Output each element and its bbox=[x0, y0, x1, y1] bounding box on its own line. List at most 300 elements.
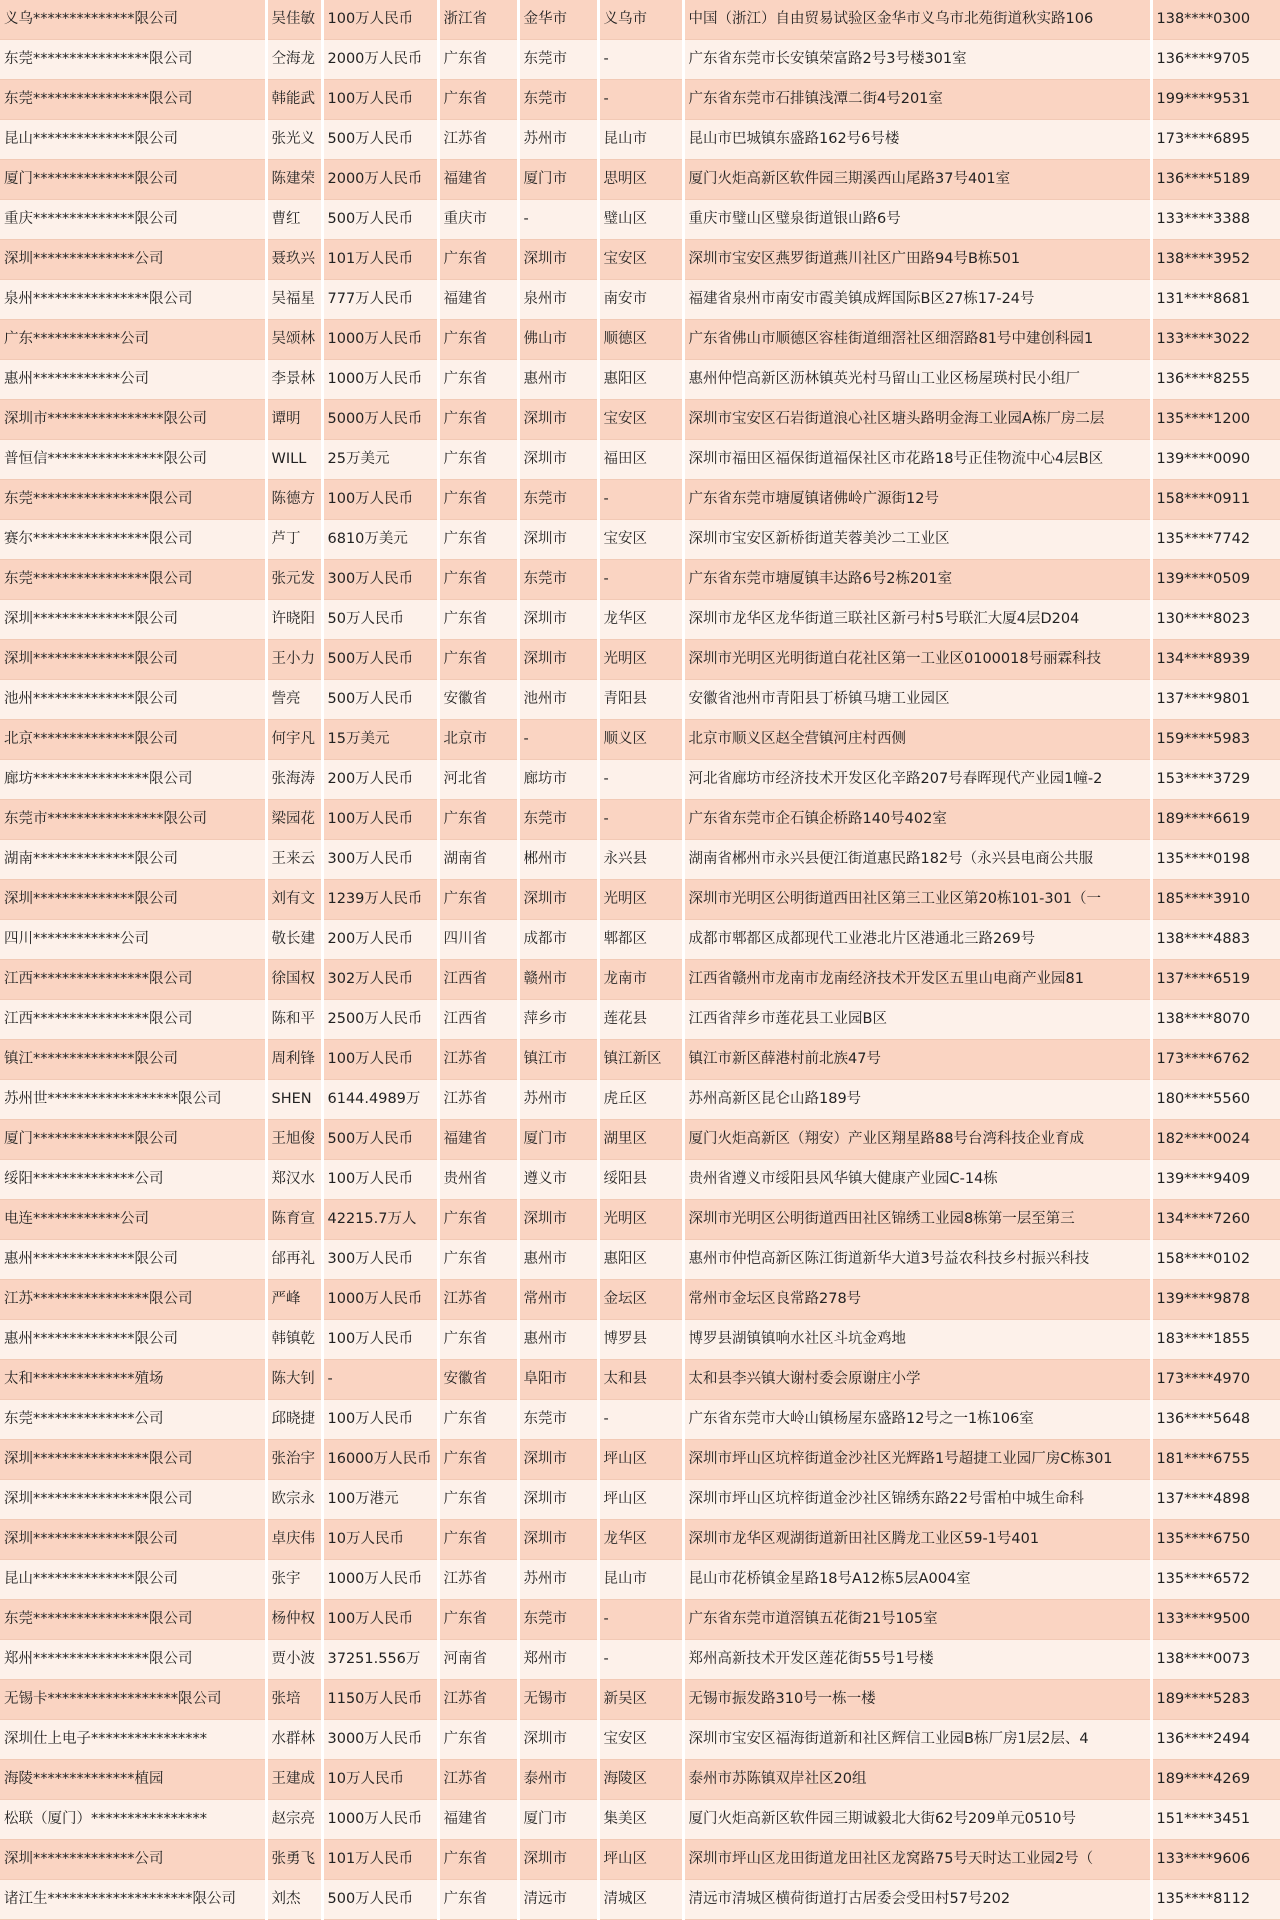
phone-cell: 173****6895 bbox=[1151, 120, 1280, 160]
city-cell: 郑州市 bbox=[518, 1640, 598, 1680]
capital-cell: 3000万人民币 bbox=[322, 1720, 438, 1760]
company-name-cell: 义乌**************限公司 bbox=[0, 0, 266, 40]
phone-cell: 139****0509 bbox=[1151, 560, 1280, 600]
phone-cell: 173****6762 bbox=[1151, 1040, 1280, 1080]
district-cell: 惠阳区 bbox=[598, 360, 683, 400]
legal-rep-cell: 曹红 bbox=[266, 200, 322, 240]
company-name-cell: 深圳**************限公司 bbox=[0, 1520, 266, 1560]
province-cell: 广东省 bbox=[438, 560, 518, 600]
address-cell: 广东省佛山市顺德区容桂街道细滘社区细滘路81号中建创科园1 bbox=[683, 320, 1151, 360]
company-name-cell: 重庆**************限公司 bbox=[0, 200, 266, 240]
capital-cell: 101万人民币 bbox=[322, 1840, 438, 1880]
legal-rep-cell: 徐国权 bbox=[266, 960, 322, 1000]
table-row bbox=[0, 1000, 1280, 1040]
capital-cell: 500万人民币 bbox=[322, 200, 438, 240]
company-name-cell: 东莞****************限公司 bbox=[0, 80, 266, 120]
table-row bbox=[0, 1040, 1280, 1080]
city-cell: 苏州市 bbox=[518, 1560, 598, 1600]
capital-cell: 1150万人民币 bbox=[322, 1680, 438, 1720]
phone-cell: 136****5648 bbox=[1151, 1400, 1280, 1440]
address-cell: 深圳市坪山区坑梓街道金沙社区光辉路1号超捷工业园厂房C栋301 bbox=[683, 1440, 1151, 1480]
city-cell: 东莞市 bbox=[518, 560, 598, 600]
city-cell: 赣州市 bbox=[518, 960, 598, 1000]
legal-rep-cell: 王小力 bbox=[266, 640, 322, 680]
phone-cell: 138****0300 bbox=[1151, 0, 1280, 40]
city-cell: 东莞市 bbox=[518, 800, 598, 840]
legal-rep-cell: 张光义 bbox=[266, 120, 322, 160]
phone-cell: 181****6755 bbox=[1151, 1440, 1280, 1480]
city-cell: 深圳市 bbox=[518, 880, 598, 920]
legal-rep-cell: 芦丁 bbox=[266, 520, 322, 560]
province-cell: 贵州省 bbox=[438, 1160, 518, 1200]
company-name-cell: 无锡卡******************限公司 bbox=[0, 1680, 266, 1720]
district-cell: - bbox=[598, 1600, 683, 1640]
company-name-cell: 江西****************限公司 bbox=[0, 960, 266, 1000]
province-cell: 安徽省 bbox=[438, 1360, 518, 1400]
phone-cell: 135****0198 bbox=[1151, 840, 1280, 880]
phone-cell: 136****9705 bbox=[1151, 40, 1280, 80]
city-cell: 池州市 bbox=[518, 680, 598, 720]
table-row bbox=[0, 1080, 1280, 1120]
company-name-cell: 深圳**************限公司 bbox=[0, 640, 266, 680]
company-name-cell: 廊坊****************限公司 bbox=[0, 760, 266, 800]
address-cell: 福建省泉州市南安市霞美镇成辉国际B区27栋17-24号 bbox=[683, 280, 1151, 320]
table-row bbox=[0, 920, 1280, 960]
phone-cell: 199****9531 bbox=[1151, 80, 1280, 120]
phone-cell: 180****5560 bbox=[1151, 1080, 1280, 1120]
phone-cell: 135****8112 bbox=[1151, 1880, 1280, 1920]
table-row bbox=[0, 800, 1280, 840]
capital-cell: 100万人民币 bbox=[322, 80, 438, 120]
phone-cell: 131****8681 bbox=[1151, 280, 1280, 320]
address-cell: 清远市清城区横荷街道打古居委会受田村57号202 bbox=[683, 1880, 1151, 1920]
province-cell: 广东省 bbox=[438, 40, 518, 80]
province-cell: 广东省 bbox=[438, 440, 518, 480]
company-name-cell: 东莞****************限公司 bbox=[0, 1600, 266, 1640]
phone-cell: 137****9801 bbox=[1151, 680, 1280, 720]
legal-rep-cell: 张治宇 bbox=[266, 1440, 322, 1480]
province-cell: 浙江省 bbox=[438, 0, 518, 40]
table-row bbox=[0, 400, 1280, 440]
table-row bbox=[0, 240, 1280, 280]
city-cell: 金华市 bbox=[518, 0, 598, 40]
province-cell: 湖南省 bbox=[438, 840, 518, 880]
phone-cell: 158****0102 bbox=[1151, 1240, 1280, 1280]
province-cell: 广东省 bbox=[438, 880, 518, 920]
address-cell: 贵州省遵义市绥阳县风华镇大健康产业园C-14栋 bbox=[683, 1160, 1151, 1200]
address-cell: 广东省东莞市塘厦镇诸佛岭广源街12号 bbox=[683, 480, 1151, 520]
table-row bbox=[0, 720, 1280, 760]
capital-cell: 15万美元 bbox=[322, 720, 438, 760]
table-row bbox=[0, 160, 1280, 200]
address-cell: 深圳市光明区公明街道西田社区锦绣工业园8栋第一层至第三 bbox=[683, 1200, 1151, 1240]
city-cell: 廊坊市 bbox=[518, 760, 598, 800]
table-row bbox=[0, 520, 1280, 560]
district-cell: 虎丘区 bbox=[598, 1080, 683, 1120]
city-cell: 阜阳市 bbox=[518, 1360, 598, 1400]
address-cell: 郑州高新技术开发区莲花街55号1号楼 bbox=[683, 1640, 1151, 1680]
capital-cell: 302万人民币 bbox=[322, 960, 438, 1000]
phone-cell: 138****0073 bbox=[1151, 1640, 1280, 1680]
address-cell: 深圳市宝安区石岩街道浪心社区塘头路明金海工业园A栋厂房二层 bbox=[683, 400, 1151, 440]
address-cell: 深圳市光明区公明街道西田社区第三工业区第20栋101-301（一 bbox=[683, 880, 1151, 920]
company-name-cell: 深圳**************限公司 bbox=[0, 880, 266, 920]
city-cell: 东莞市 bbox=[518, 480, 598, 520]
capital-cell: 500万人民币 bbox=[322, 1120, 438, 1160]
company-name-cell: 广东************公司 bbox=[0, 320, 266, 360]
table-row bbox=[0, 680, 1280, 720]
company-name-cell: 四川************公司 bbox=[0, 920, 266, 960]
table-row bbox=[0, 1800, 1280, 1840]
district-cell: 绥阳县 bbox=[598, 1160, 683, 1200]
table-row bbox=[0, 600, 1280, 640]
phone-cell: 137****4898 bbox=[1151, 1480, 1280, 1520]
table-row bbox=[0, 960, 1280, 1000]
city-cell: 东莞市 bbox=[518, 40, 598, 80]
city-cell: 惠州市 bbox=[518, 1320, 598, 1360]
address-cell: 安徽省池州市青阳县丁桥镇马塘工业园区 bbox=[683, 680, 1151, 720]
city-cell: 厦门市 bbox=[518, 1120, 598, 1160]
legal-rep-cell: 陈德方 bbox=[266, 480, 322, 520]
province-cell: 江苏省 bbox=[438, 1040, 518, 1080]
province-cell: 重庆市 bbox=[438, 200, 518, 240]
legal-rep-cell: 卓庆伟 bbox=[266, 1520, 322, 1560]
province-cell: 江苏省 bbox=[438, 1560, 518, 1600]
province-cell: 江苏省 bbox=[438, 1760, 518, 1800]
phone-cell: 158****0911 bbox=[1151, 480, 1280, 520]
company-name-cell: 镇江**************限公司 bbox=[0, 1040, 266, 1080]
legal-rep-cell: 陈育宣 bbox=[266, 1200, 322, 1240]
province-cell: 河北省 bbox=[438, 760, 518, 800]
city-cell: 深圳市 bbox=[518, 1720, 598, 1760]
company-name-cell: 昆山**************限公司 bbox=[0, 1560, 266, 1600]
company-name-cell: 昆山**************限公司 bbox=[0, 120, 266, 160]
phone-cell: 136****8255 bbox=[1151, 360, 1280, 400]
phone-cell: 135****1200 bbox=[1151, 400, 1280, 440]
company-name-cell: 深圳**************限公司 bbox=[0, 600, 266, 640]
legal-rep-cell: 聂玖兴 bbox=[266, 240, 322, 280]
company-name-cell: 海陵**************植园 bbox=[0, 1760, 266, 1800]
district-cell: 宝安区 bbox=[598, 400, 683, 440]
capital-cell: 200万人民币 bbox=[322, 920, 438, 960]
district-cell: 顺义区 bbox=[598, 720, 683, 760]
city-cell: 深圳市 bbox=[518, 1480, 598, 1520]
province-cell: 江西省 bbox=[438, 960, 518, 1000]
capital-cell: 5000万人民币 bbox=[322, 400, 438, 440]
legal-rep-cell: 邱晓捷 bbox=[266, 1400, 322, 1440]
city-cell: 苏州市 bbox=[518, 120, 598, 160]
city-cell: 佛山市 bbox=[518, 320, 598, 360]
city-cell: 深圳市 bbox=[518, 400, 598, 440]
address-cell: 惠州仲恺高新区沥林镇英光村马留山工业区杨屋瑛村民小组厂 bbox=[683, 360, 1151, 400]
province-cell: 广东省 bbox=[438, 1840, 518, 1880]
company-name-cell: 东莞****************限公司 bbox=[0, 40, 266, 80]
phone-cell: 133****9500 bbox=[1151, 1600, 1280, 1640]
province-cell: 江西省 bbox=[438, 1000, 518, 1040]
province-cell: 北京市 bbox=[438, 720, 518, 760]
legal-rep-cell: 张宇 bbox=[266, 1560, 322, 1600]
phone-cell: 137****6519 bbox=[1151, 960, 1280, 1000]
address-cell: 昆山市花桥镇金星路18号A12栋5层A004室 bbox=[683, 1560, 1151, 1600]
legal-rep-cell: 訾亮 bbox=[266, 680, 322, 720]
table-row bbox=[0, 1760, 1280, 1800]
phone-cell: 185****3910 bbox=[1151, 880, 1280, 920]
table-row bbox=[0, 0, 1280, 40]
phone-cell: 138****8070 bbox=[1151, 1000, 1280, 1040]
phone-cell: 130****8023 bbox=[1151, 600, 1280, 640]
table-row bbox=[0, 1720, 1280, 1760]
city-cell: 深圳市 bbox=[518, 440, 598, 480]
city-cell: 东莞市 bbox=[518, 80, 598, 120]
district-cell: 光明区 bbox=[598, 640, 683, 680]
phone-cell: 134****8939 bbox=[1151, 640, 1280, 680]
legal-rep-cell: 陈建荣 bbox=[266, 160, 322, 200]
province-cell: 江苏省 bbox=[438, 1280, 518, 1320]
legal-rep-cell: 陈大钊 bbox=[266, 1360, 322, 1400]
district-cell: 坪山区 bbox=[598, 1440, 683, 1480]
address-cell: 成都市郫都区成都现代工业港北片区港通北三路269号 bbox=[683, 920, 1151, 960]
capital-cell: 37251.556万 bbox=[322, 1640, 438, 1680]
district-cell: 顺德区 bbox=[598, 320, 683, 360]
district-cell: 永兴县 bbox=[598, 840, 683, 880]
company-name-cell: 深圳****************限公司 bbox=[0, 1440, 266, 1480]
province-cell: 广东省 bbox=[438, 80, 518, 120]
district-cell: - bbox=[598, 760, 683, 800]
province-cell: 安徽省 bbox=[438, 680, 518, 720]
district-cell: - bbox=[598, 80, 683, 120]
address-cell: 河北省廊坊市经济技术开发区化辛路207号春晖现代产业园1幢-2 bbox=[683, 760, 1151, 800]
province-cell: 四川省 bbox=[438, 920, 518, 960]
city-cell: 泰州市 bbox=[518, 1760, 598, 1800]
legal-rep-cell: 严峰 bbox=[266, 1280, 322, 1320]
district-cell: 镇江新区 bbox=[598, 1040, 683, 1080]
district-cell: 博罗县 bbox=[598, 1320, 683, 1360]
province-cell: 江苏省 bbox=[438, 1680, 518, 1720]
address-cell: 厦门火炬高新区软件园三期溪西山尾路37号401室 bbox=[683, 160, 1151, 200]
legal-rep-cell: 陈和平 bbox=[266, 1000, 322, 1040]
address-cell: 深圳市龙华区观湖街道新田社区腾龙工业区59-1号401 bbox=[683, 1520, 1151, 1560]
district-cell: 集美区 bbox=[598, 1800, 683, 1840]
capital-cell: 50万人民币 bbox=[322, 600, 438, 640]
table-row bbox=[0, 560, 1280, 600]
capital-cell: 2000万人民币 bbox=[322, 160, 438, 200]
address-cell: 厦门火炬高新区软件园三期诚毅北大街62号209单元0510号 bbox=[683, 1800, 1151, 1840]
table-row bbox=[0, 1360, 1280, 1400]
table-row bbox=[0, 1480, 1280, 1520]
legal-rep-cell: 王建成 bbox=[266, 1760, 322, 1800]
city-cell: 萍乡市 bbox=[518, 1000, 598, 1040]
district-cell: 义乌市 bbox=[598, 0, 683, 40]
table-row bbox=[0, 120, 1280, 160]
city-cell: 常州市 bbox=[518, 1280, 598, 1320]
table-row bbox=[0, 1840, 1280, 1880]
company-name-cell: 厦门**************限公司 bbox=[0, 160, 266, 200]
district-cell: 宝安区 bbox=[598, 1720, 683, 1760]
district-cell: 莲花县 bbox=[598, 1000, 683, 1040]
city-cell: 成都市 bbox=[518, 920, 598, 960]
legal-rep-cell: WILL bbox=[266, 440, 322, 480]
legal-rep-cell: 刘杰 bbox=[266, 1880, 322, 1920]
address-cell: 深圳市宝安区燕罗街道燕川社区广田路94号B栋501 bbox=[683, 240, 1151, 280]
table-row bbox=[0, 840, 1280, 880]
legal-rep-cell: 何宇凡 bbox=[266, 720, 322, 760]
phone-cell: 189****4269 bbox=[1151, 1760, 1280, 1800]
table-row bbox=[0, 1200, 1280, 1240]
legal-rep-cell: SHEN bbox=[266, 1080, 322, 1120]
capital-cell: 1000万人民币 bbox=[322, 1800, 438, 1840]
table-row bbox=[0, 1440, 1280, 1480]
address-cell: 广东省东莞市大岭山镇杨屋东盛路12号之一1栋106室 bbox=[683, 1400, 1151, 1440]
legal-rep-cell: 梁园花 bbox=[266, 800, 322, 840]
company-name-cell: 苏州世******************限公司 bbox=[0, 1080, 266, 1120]
address-cell: 深圳市龙华区龙华街道三联社区新弓村5号联汇大厦4层D204 bbox=[683, 600, 1151, 640]
province-cell: 江苏省 bbox=[438, 120, 518, 160]
table-row bbox=[0, 1520, 1280, 1560]
capital-cell: 2000万人民币 bbox=[322, 40, 438, 80]
capital-cell: 1000万人民币 bbox=[322, 320, 438, 360]
province-cell: 广东省 bbox=[438, 1600, 518, 1640]
province-cell: 广东省 bbox=[438, 600, 518, 640]
company-name-cell: 池州**************限公司 bbox=[0, 680, 266, 720]
city-cell: 东莞市 bbox=[518, 1400, 598, 1440]
phone-cell: 138****3952 bbox=[1151, 240, 1280, 280]
province-cell: 广东省 bbox=[438, 1200, 518, 1240]
capital-cell: 200万人民币 bbox=[322, 760, 438, 800]
address-cell: 惠州市仲恺高新区陈江街道新华大道3号益农科技乡村振兴科技 bbox=[683, 1240, 1151, 1280]
address-cell: 湖南省郴州市永兴县便江街道惠民路182号（永兴县电商公共服 bbox=[683, 840, 1151, 880]
phone-cell: 138****4883 bbox=[1151, 920, 1280, 960]
capital-cell: 1000万人民币 bbox=[322, 1280, 438, 1320]
province-cell: 广东省 bbox=[438, 320, 518, 360]
company-name-cell: 普恒信****************限公司 bbox=[0, 440, 266, 480]
capital-cell: 100万人民币 bbox=[322, 1040, 438, 1080]
district-cell: 宝安区 bbox=[598, 240, 683, 280]
phone-cell: 153****3729 bbox=[1151, 760, 1280, 800]
capital-cell: 300万人民币 bbox=[322, 1240, 438, 1280]
legal-rep-cell: 周利锋 bbox=[266, 1040, 322, 1080]
table-row bbox=[0, 1280, 1280, 1320]
company-name-cell: 东莞****************限公司 bbox=[0, 480, 266, 520]
phone-cell: 189****5283 bbox=[1151, 1680, 1280, 1720]
table-row bbox=[0, 1640, 1280, 1680]
company-name-cell: 东莞市****************限公司 bbox=[0, 800, 266, 840]
phone-cell: 136****5189 bbox=[1151, 160, 1280, 200]
legal-rep-cell: 张培 bbox=[266, 1680, 322, 1720]
legal-rep-cell: 郑汉水 bbox=[266, 1160, 322, 1200]
address-cell: 泰州市苏陈镇双岸社区20组 bbox=[683, 1760, 1151, 1800]
city-cell: 惠州市 bbox=[518, 1240, 598, 1280]
district-cell: 光明区 bbox=[598, 880, 683, 920]
legal-rep-cell: 张勇飞 bbox=[266, 1840, 322, 1880]
capital-cell: 10万人民币 bbox=[322, 1760, 438, 1800]
company-name-cell: 深圳****************限公司 bbox=[0, 1480, 266, 1520]
table-row bbox=[0, 1600, 1280, 1640]
company-name-cell: 深圳市****************限公司 bbox=[0, 400, 266, 440]
phone-cell: 159****5983 bbox=[1151, 720, 1280, 760]
capital-cell: - bbox=[322, 1360, 438, 1400]
legal-rep-cell: 欧宗永 bbox=[266, 1480, 322, 1520]
phone-cell: 151****3451 bbox=[1151, 1800, 1280, 1840]
address-cell: 苏州高新区昆仑山路189号 bbox=[683, 1080, 1151, 1120]
address-cell: 中国（浙江）自由贸易试验区金华市义乌市北苑街道秋实路106 bbox=[683, 0, 1151, 40]
legal-rep-cell: 赵宗亮 bbox=[266, 1800, 322, 1840]
city-cell: 深圳市 bbox=[518, 600, 598, 640]
province-cell: 广东省 bbox=[438, 1440, 518, 1480]
legal-rep-cell: 王来云 bbox=[266, 840, 322, 880]
company-name-cell: 松联（厦门）**************** bbox=[0, 1800, 266, 1840]
province-cell: 广东省 bbox=[438, 360, 518, 400]
legal-rep-cell: 韩能武 bbox=[266, 80, 322, 120]
district-cell: 湖里区 bbox=[598, 1120, 683, 1160]
capital-cell: 16000万人民币 bbox=[322, 1440, 438, 1480]
phone-cell: 139****9409 bbox=[1151, 1160, 1280, 1200]
legal-rep-cell: 吴福星 bbox=[266, 280, 322, 320]
capital-cell: 100万人民币 bbox=[322, 0, 438, 40]
company-name-cell: 深圳**************公司 bbox=[0, 1840, 266, 1880]
table-row bbox=[0, 1400, 1280, 1440]
district-cell: 青阳县 bbox=[598, 680, 683, 720]
table-row bbox=[0, 1160, 1280, 1200]
company-name-cell: 厦门**************限公司 bbox=[0, 1120, 266, 1160]
phone-cell: 183****1855 bbox=[1151, 1320, 1280, 1360]
district-cell: 光明区 bbox=[598, 1200, 683, 1240]
city-cell: 深圳市 bbox=[518, 1520, 598, 1560]
province-cell: 江苏省 bbox=[438, 1080, 518, 1120]
table-row bbox=[0, 640, 1280, 680]
province-cell: 广东省 bbox=[438, 1320, 518, 1360]
province-cell: 广东省 bbox=[438, 1520, 518, 1560]
capital-cell: 500万人民币 bbox=[322, 120, 438, 160]
city-cell: 镇江市 bbox=[518, 1040, 598, 1080]
company-name-cell: 深圳**************公司 bbox=[0, 240, 266, 280]
capital-cell: 25万美元 bbox=[322, 440, 438, 480]
phone-cell: 135****6750 bbox=[1151, 1520, 1280, 1560]
district-cell: - bbox=[598, 480, 683, 520]
phone-cell: 133****3022 bbox=[1151, 320, 1280, 360]
province-cell: 广东省 bbox=[438, 480, 518, 520]
table-row bbox=[0, 360, 1280, 400]
capital-cell: 100万人民币 bbox=[322, 1160, 438, 1200]
address-cell: 重庆市璧山区璧泉街道银山路6号 bbox=[683, 200, 1151, 240]
district-cell: 海陵区 bbox=[598, 1760, 683, 1800]
capital-cell: 42215.7万人 bbox=[322, 1200, 438, 1240]
phone-cell: 136****2494 bbox=[1151, 1720, 1280, 1760]
phone-cell: 139****0090 bbox=[1151, 440, 1280, 480]
province-cell: 河南省 bbox=[438, 1640, 518, 1680]
city-cell: 深圳市 bbox=[518, 1200, 598, 1240]
address-cell: 厦门火炬高新区（翔安）产业区翔星路88号台湾科技企业育成 bbox=[683, 1120, 1151, 1160]
district-cell: 福田区 bbox=[598, 440, 683, 480]
capital-cell: 100万人民币 bbox=[322, 1320, 438, 1360]
phone-cell: 133****9606 bbox=[1151, 1840, 1280, 1880]
phone-cell: 173****4970 bbox=[1151, 1360, 1280, 1400]
district-cell: 郫都区 bbox=[598, 920, 683, 960]
company-name-cell: 惠州**************限公司 bbox=[0, 1240, 266, 1280]
address-cell: 江西省赣州市龙南市龙南经济技术开发区五里山电商产业园81 bbox=[683, 960, 1151, 1000]
city-cell: 苏州市 bbox=[518, 1080, 598, 1120]
capital-cell: 100万人民币 bbox=[322, 1600, 438, 1640]
company-name-cell: 东莞**************公司 bbox=[0, 1400, 266, 1440]
province-cell: 广东省 bbox=[438, 640, 518, 680]
table-row bbox=[0, 880, 1280, 920]
capital-cell: 100万人民币 bbox=[322, 1400, 438, 1440]
legal-rep-cell: 吴颂林 bbox=[266, 320, 322, 360]
company-name-cell: 东莞****************限公司 bbox=[0, 560, 266, 600]
phone-cell: 189****6619 bbox=[1151, 800, 1280, 840]
address-cell: 广东省东莞市塘厦镇丰达路6号2栋201室 bbox=[683, 560, 1151, 600]
district-cell: 璧山区 bbox=[598, 200, 683, 240]
city-cell: 深圳市 bbox=[518, 1840, 598, 1880]
